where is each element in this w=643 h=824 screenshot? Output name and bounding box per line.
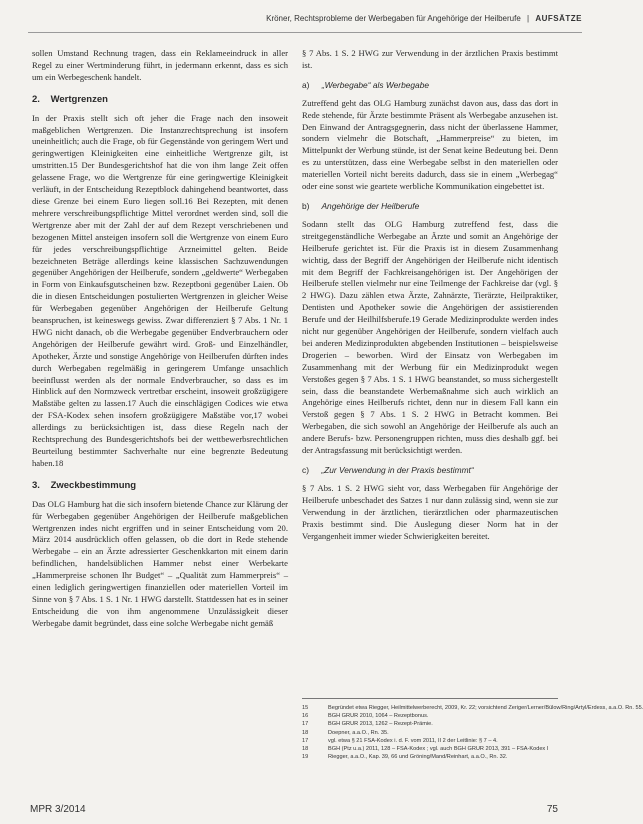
- footnote-text: Begründet etwa Riegger, Heilmittelwerberecht, 2009, Kr. 22; vorsichtend Zeriger/Lerner/Bülow/Ring/Artyl/Erdess, a.a.O. Rn. 55.: [328, 705, 643, 711]
- section-title: Wertgrenzen: [50, 93, 108, 105]
- footnote: [302, 753, 558, 761]
- footnote-number: 15: [302, 705, 309, 711]
- section-heading-wertgrenzen: [32, 94, 288, 106]
- section-heading-zweckbestimmung: [32, 480, 288, 492]
- subsection-a-paragraph: Zutreffend geht das OLG Hamburg zunächst davon aus, dass das dort in Rede stehende, für Ärzte bestimmte Präsent als Werbegabe anzusehen ist. Den Einwand der Antragsgegnerin, dass nicht der überlassene Hammer, sondern vielmehr die Botschaft, „Hammerpreise“ zu bieten, im Mittelpunkt der Werbung stünde, ist der Senat keine Bedeutung bei. Denn es zu unterstützen, dass eine Werbegabe selbst in den materiellen oder materiellen Vorteil nicht bereits dadurch, dass sie in einem „Werbegag“ oder eine sonst wie geartete werbliche Kommunikation eingebettet ist.: [302, 97, 558, 192]
- subsection-title: „Zur Verwendung in der Praxis bestimmt“: [321, 465, 474, 475]
- footnote-number: 17: [302, 737, 309, 744]
- footnote-text: vgl. etwa § 21 FSA-Kodex i. d. F. vom 2011, II 2 der Leitlinie: § 7 – 4.: [328, 737, 498, 744]
- subsection-number: b): [302, 200, 310, 211]
- subsection-title: „Werbegabe“ als Werbegabe: [321, 79, 430, 90]
- footnote: [302, 745, 558, 753]
- running-head: [260, 14, 582, 23]
- header-rule: [28, 32, 582, 33]
- right-intro-paragraph: § 7 Abs. 1 S. 2 HWG zur Verwendung in der ärztlichen Praxis bestimmt ist.: [302, 48, 558, 70]
- footnote: [302, 737, 558, 745]
- footnote-number: 18: [302, 729, 309, 736]
- left-intro-paragraph: sollen Umstand Rechnung tragen, dass ein Reklameeindruck in aller Regel zu einer Wertminderung führt, in jedermann erkennt, dass es sich um ein Werbegeschenk handelt.: [32, 48, 288, 82]
- subsection-c-paragraph: § 7 Abs. 1 S. 2 HWG sieht vor, dass Werbegaben für Angehörige der Heilberufe unbeschadet des Satzes 1 nur dann zulässig sind, wenn sie zur Verwendung in der ärztlichen, tierärztlichen oder pharmazeutischen Praxis bestimmt sind. Die Auslegung dieser Norm hat in der Vergangenheit immer wieder Schwierigkeiten bereitet.: [302, 482, 558, 541]
- footnote-number: 19: [302, 754, 309, 761]
- right-column: [302, 48, 558, 542]
- footnote: [302, 704, 643, 712]
- subsection-number: c): [302, 465, 309, 475]
- footnote-number: 16: [302, 713, 309, 720]
- left-column: [32, 48, 288, 630]
- subsection-b-paragraph: Sodann stellt das OLG Hamburg zutreffend fest, dass die streitgegenständliche Werbegabe an Ärzte und somit an Angehörige der Heilberufe gerichtet ist. Für die Praxis ist in diesem Zusammenhang wichtig, dass der Begriff der Angehörigen der Heilberufe nicht identisch mit dem Begriff der Fachkreisangehörigen ist. Der Angehörigen der Heilberufe stellen vielmehr nur eine Teilmenge der Fachkreise dar (vgl. § 2 HWG). Dazu zählen etwa Ärzte, Zahnärzte, Tierärzte, Heilpraktiker, Dentisten und Apotheker sowie die Angehörigen der assistierenden Berufe und der Heilhilfsberufe.19 Gerade Medizinprodukte werden indes nicht nur gegenüber Angehörigen der Heilberufe, sondern vielfach auch bei anderen Medizinprodukten abgebenden Institutionen – beispielsweise Drogerien – beworben. Wird der Einsatz von Werbegaben im Zusammenhang mit der Werbung für ein Medizinprodukt wegen Verstoßes gegen § 7 Abs. 1 S. 1 HWG beanstandet, so muss sichergestellt sein, dass die beanstandete Werbemaßnahme sich auch wirklich an Angehörige eines Heilberufs richtet, denn nur in diesem Fall kann ein Verstoß gegen § 7 Abs. 1 S. 2 HWG in Betracht kommen. Bei Werbegaben, die sich sowohl an Angehörige der Heilberufe als auch an andere Berufs- bzw. Personengruppen richten, muss dies deshalb ggf. bei der Antragsfassung mit berücksichtigt werden.: [302, 218, 558, 456]
- wertgrenzen-paragraph: In der Praxis stellt sich oft jeher die Frage nach den insoweit maßgeblichen Wertgrenzen. Die Instanzrechtsprechung ist insofern uneinheitlich; auch die Frage, ob für Gegenstände von geringem Wert und geringwertigen Kleinigkeiten eine einheitliche Wertgrenze gilt, ist umstritten.15 Der Bundesgerichtshof hat die von ihm lange Zeit offen gelassene Frage, wo die Wertgrenze für eine geringwertige Kleinigkeit verläuft, in der Entscheidung Rezeptblock dahingehend beantwortet, dass diese Grenze bei einem Euro liegen soll.16 Bei Rezepten, mit denen mehrere verschreibungspflichtige Mittel verordnet werden sind, soll die Wertgrenze aber mit der Zahl der auf dem Rezept verschriebenen und bezogenen Mittel ansteigen insofern soll die Wertgrenze von einem Euro für jedes verschreibungspflichtige Arzneimittel gelten. Beide bezeichneten Beträge allerdings keine klassischen Sachzuwendungen gegenüber Angehörigen der Heilberufe, sondern „geldwerte“ Werbegaben in Form von Einkaufsgutscheinen bzw. Rezeptboni gegenüber Laien. Ob die in diesen Entscheidungen postulierten Wertgrenzen in gleicher Weise für Werbegaben gegenüber Angehörigen der Heilberufe Geltung beanspruchen, ist keineswegs gewiss. Zwar differenziert § 7 Abs. 1 Nr. 1 HWG nicht danach, ob die Werbegabe gegenüber Endverbrauchern oder Angehörigen der Heilberufe gewährt wird. Groß- und Einzelhändler, Apotheker, Ärzte und sonstige Angehörige von Heilberufen dürften indes durch Werbegaben regelmäßig in geringerem Umfange unsachlich beeinflusst werden als der normale Endverbraucher, so dass es im Hinblick auf den Normzweck vertretbar erscheint, insoweit großzügigere Maßstäbe gelten zu lassen.17 Auch die einschlägigen Codices wie etwa der FSA-Kodex sehen insofern großzügigere Maßstäbe vor,17 wobei allerdings zu berücksichtigen ist, dass diese Regeln nach der Rechtsprechung des Bundesgerichtshofs bei der wettbewerbsrechtlichen Beurteilung bestimmter Sachverhalte nur eine begrenzte Bedeutung haben.18: [32, 112, 288, 468]
- footnotes: [302, 704, 643, 761]
- zweckbestimmung-paragraph: Das OLG Hamburg hat die sich insofern bietende Chance zur Klärung der für Werbegaben gegenüber Angehörigen der Heilberufe maßgeblichen Wertgrenzen indes nicht ergriffen und in seiner Entscheidung vom 20. März 2014 ausdrücklich offen gelassen, ob die dort in Rede stehende Werbegabe – ein an Ärzte adressierter Geschenkkarton mit einem darin befindlichen, handelsüblichen Hammer nebst einer Werbekarte „Hammerpreise schonen Ihr Budget“ – „Qualität zum Hammerpreis“ – einen lediglich geringwertigen finanziellen oder materiellen Vorteil im Sinne von § 7 Abs. 1 S. 1 Nr. 1 HWG darstellt. Stattdessen hat es in seiner Entscheidung die von ihm angenommene Unzulässigkeit dieser Werbegabe damit begründet, dass eine solche Werbegabe nicht gemäß: [32, 498, 288, 628]
- footnote-number: 18: [302, 746, 309, 753]
- subsection-number: a): [302, 79, 310, 90]
- footnote: [302, 729, 558, 737]
- footnote: [302, 712, 558, 720]
- running-head-separator: |: [527, 14, 530, 23]
- running-head-section: AUFSÄTZE: [535, 14, 582, 23]
- footnote-text: BGH (Ptz u.a.) 2011, 128 – FSA-Kodex ; vgl. auch BGH GRUR 2013, 391 – FSA-Kodex I: [328, 746, 549, 753]
- footnote-rule: [302, 698, 558, 699]
- footnote-text: Riegger, a.a.O., Kap. 39, 66 und Gröning/Mand/Reinhart, a.a.O., Rn. 32.: [328, 754, 508, 761]
- running-head-title: Kröner, Rechtsprobleme der Werbegaben für Angehörige der Heilberufe: [266, 14, 521, 23]
- footnote-text: Doepner, a.a.O., Rn. 35.: [328, 729, 389, 736]
- section-number: 2.: [32, 93, 40, 105]
- footnote-text: BGH GRUR 2010, 1064 – Rezeptbonus.: [328, 713, 429, 720]
- footnote-number: 17: [302, 721, 309, 728]
- subsection-heading-c: [302, 465, 558, 477]
- section-number: 3.: [32, 479, 40, 491]
- page-number: 75: [546, 804, 558, 815]
- journal-issue: MPR 3/2014: [30, 804, 86, 815]
- subsection-title: Angehörige der Heilberufe: [321, 200, 420, 211]
- section-title: Zweckbestimmung: [50, 479, 137, 491]
- subsection-heading-a: [302, 80, 558, 92]
- subsection-heading-b: [302, 201, 558, 213]
- footnote: [302, 720, 558, 728]
- footnote-text: BGH GRUR 2013, 1262 – Rezept-Prämie.: [328, 721, 433, 728]
